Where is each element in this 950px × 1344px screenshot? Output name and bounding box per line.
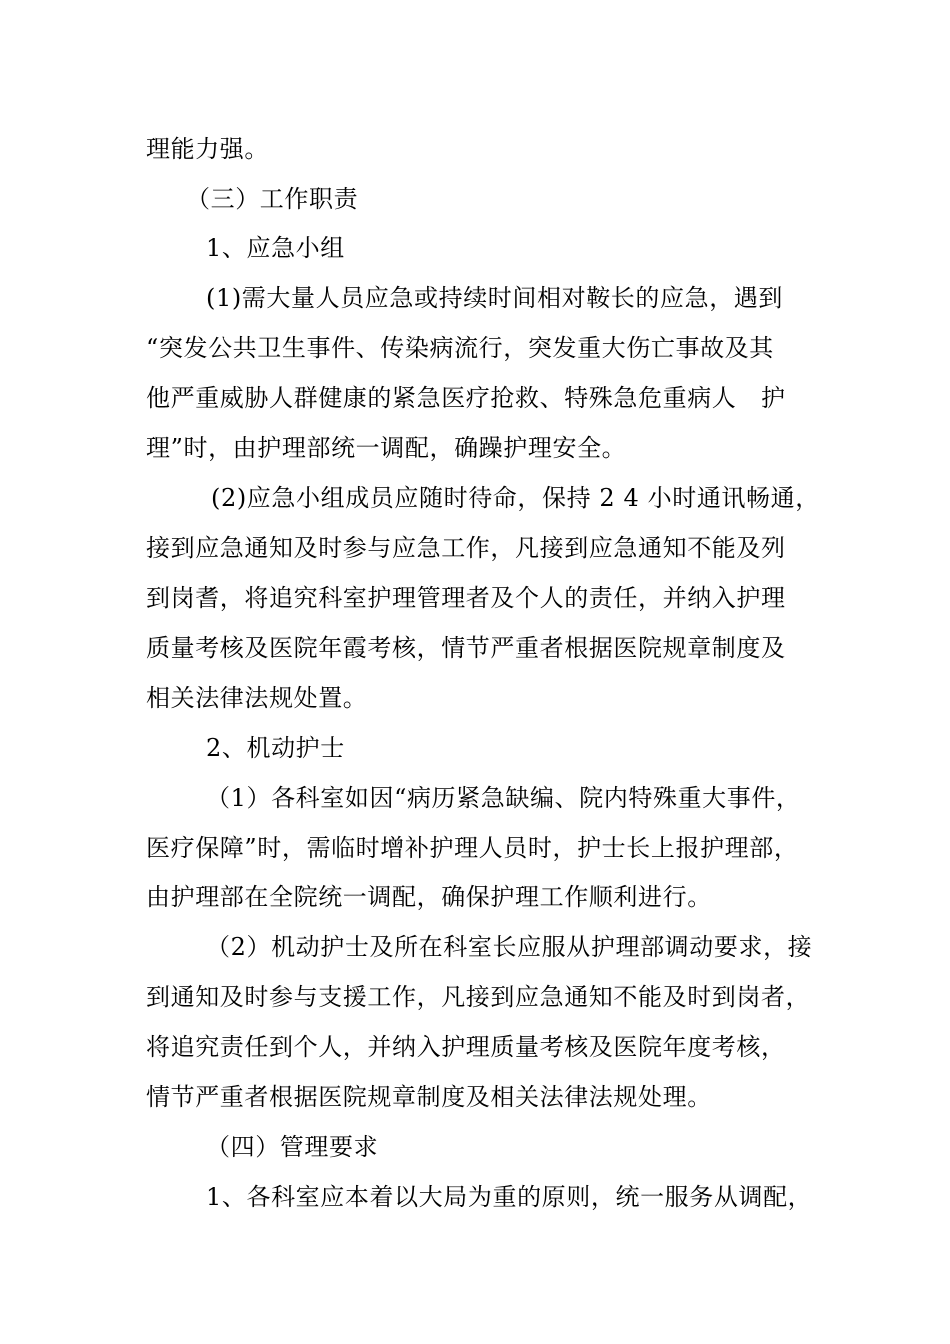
text-line-7: 理”时，由护理部统一调配，确躁护理安全。: [146, 434, 627, 462]
text-line-15: 医疗保障”时，需临时增补护理人员时，护士长上报护理部，: [146, 834, 799, 862]
section-heading-4: （四）管理要求: [206, 1133, 379, 1161]
text-line-12: 相关法律法规处置。: [146, 684, 368, 712]
text-line-22: 1、各科室应本着以大局为重的原则，统一服务从调配，: [206, 1183, 813, 1211]
section-heading-3: （三）工作职责: [186, 185, 359, 213]
text-line-20: 情节严重者根据医院规章制度及相关法律法规处理。: [146, 1083, 712, 1111]
text-line-9: 接到应急通知及时参与应急工作，凡接到应急通知不能及列: [146, 534, 786, 562]
text-line-16: 由护理部在全院统一调配，确保护理工作顺利进行。: [146, 883, 712, 911]
text-line-14: （1）各科室如因“病历紧急缺编、院内特殊重大事件，: [206, 784, 801, 812]
text-line-5: “突发公共卫生事件、传染病流行，突发重大伤亡事故及其: [146, 334, 774, 362]
subheading-mobile-nurse: 2、机动护士: [206, 734, 345, 762]
text-line-8: (2)应急小组成员应随时待命，保持 2 4 小时通讯畅通，: [211, 484, 820, 512]
text-line-6: 他严重威胁人群健康的紧急医疗抢救、特殊急危重病人 护: [146, 384, 786, 412]
text-line-4: (1)需大量人员应急或持续时间相对鞍长的应急，遇到: [206, 284, 783, 312]
text-line-17: （2）机动护士及所在科室长应服从护理部调动要求，接: [206, 933, 813, 961]
text-line-19: 将追究责任到个人，并纳入护理质量考核及医院年度考核，: [146, 1033, 786, 1061]
subheading-emergency-team: 1、应急小组: [206, 234, 345, 262]
text-line-18: 到通知及时参与支援工作，凡接到应急通知不能及时到岗者，: [146, 983, 811, 1011]
text-line-1: 理能力强。: [146, 135, 269, 163]
text-line-10: 到岗耆，将追究科室护理管理者及个人的责任，并纳入护理: [146, 584, 786, 612]
text-line-11: 质量考核及医院年霞考核，情节严重者根据医院规章制度及: [146, 634, 786, 662]
